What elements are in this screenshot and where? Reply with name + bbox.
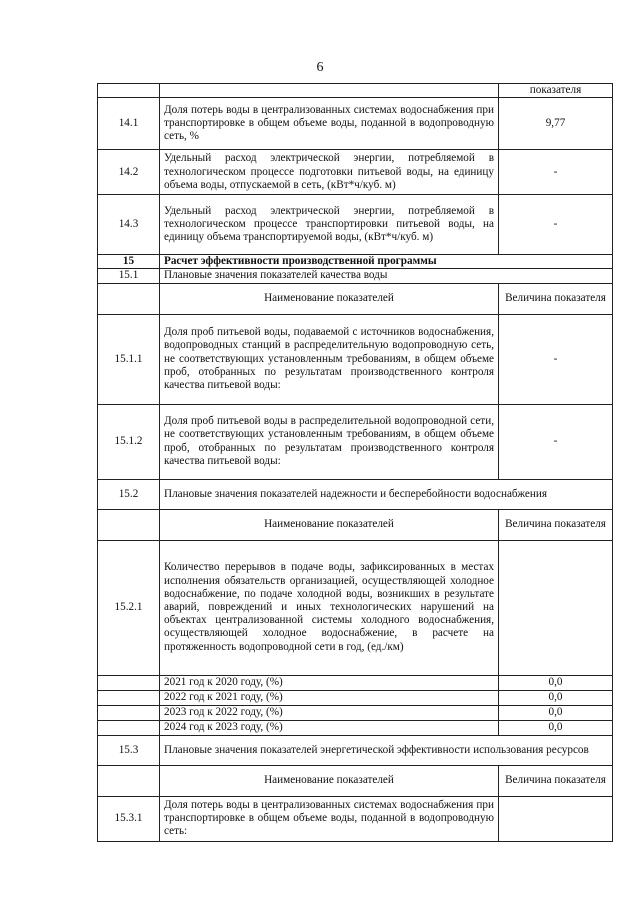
year-row xyxy=(98,705,613,720)
row-number: 15.1.1 xyxy=(98,314,160,404)
table-row xyxy=(98,540,613,675)
section-row xyxy=(98,255,613,269)
row-value: - xyxy=(499,314,613,404)
section-number: 15 xyxy=(98,255,160,269)
column-header-value: Величина показателя xyxy=(499,509,613,540)
row-text: Плановые значения показателей качества воды xyxy=(160,269,613,283)
row-value: 9,77 xyxy=(499,98,613,150)
row-number: 15.1 xyxy=(98,269,160,283)
year-label: 2022 год к 2021 году, (%) xyxy=(160,690,499,705)
table-row xyxy=(98,98,613,150)
cell-empty xyxy=(160,84,499,98)
row-number: 14.1 xyxy=(98,98,160,150)
year-row xyxy=(98,720,613,735)
row-text: Количество перерывов в подаче воды, зафиксированных в местах исполнения обязательств организацией, осуществляющей холодное водоснабжение, по подаче холодной воды, возникших в результате аварий, повреждений и иных технологических нарушений на объектах централизованной системы холодного водоснабжения, осуществляющей холодное водоснабжение, в расчете на протяженность водопроводной сети в год, (ед./км) xyxy=(160,540,499,675)
row-text: Доля проб питьевой воды, подаваемой с источников водоснабжения, водопроводных станций в распределительную водопроводную сеть, не соответствующих установленным требованиям, в общем объеме проб, отобранных по результатам производственного контроля качества питьевой воды: xyxy=(160,314,499,404)
row-value: - xyxy=(499,404,613,479)
cell-empty xyxy=(98,675,160,690)
column-header-row xyxy=(98,509,613,540)
table-row xyxy=(98,84,613,98)
row-value: - xyxy=(499,150,613,195)
cell-empty xyxy=(98,690,160,705)
table-row xyxy=(98,195,613,255)
column-header-name: Наименование показателей xyxy=(160,283,499,314)
cell-empty xyxy=(98,765,160,796)
year-value: 0,0 xyxy=(499,690,613,705)
row-number: 15.3.1 xyxy=(98,796,160,841)
row-text: Доля проб питьевой воды в распределительной водопроводной сети, не соответствующих установленным требованиям, в общем объеме проб, отобранных по результатам производственного контроля качества питьевой воды: xyxy=(160,404,499,479)
row-number: 14.3 xyxy=(98,195,160,255)
column-header-name: Наименование показателей xyxy=(160,765,499,796)
table-row xyxy=(98,150,613,195)
section-title: Расчет эффективности производственной программы xyxy=(160,255,613,269)
cell-empty xyxy=(98,509,160,540)
year-value: 0,0 xyxy=(499,705,613,720)
row-text: Доля потерь воды в централизованных системах водоснабжения при транспортировке в общем объеме воды, поданной в водопроводную сеть, % xyxy=(160,98,499,150)
subsection-row xyxy=(98,479,613,509)
efficiency-table xyxy=(97,83,613,842)
cell-empty xyxy=(98,84,160,98)
year-row xyxy=(98,675,613,690)
row-text: Удельный расход электрической энергии, потребляемой в технологическом процессе подготовки питьевой воды, на единицу объема воды, отпускаемой в сеть, (кВт*ч/куб. м) xyxy=(160,150,499,195)
column-header-value: Величина показателя xyxy=(499,283,613,314)
row-number: 15.3 xyxy=(98,735,160,765)
cell-empty xyxy=(98,720,160,735)
year-label: 2021 год к 2020 году, (%) xyxy=(160,675,499,690)
cell-empty xyxy=(98,705,160,720)
subsection-row xyxy=(98,735,613,765)
row-number: 15.2.1 xyxy=(98,540,160,675)
year-row xyxy=(98,690,613,705)
row-text: Плановые значения показателей энергетической эффективности использования ресурсов xyxy=(160,735,613,765)
page-number: 6 xyxy=(316,60,324,75)
column-header-value: Величина показателя xyxy=(499,765,613,796)
header-tail: показателя xyxy=(499,84,613,98)
cell-empty xyxy=(499,540,613,675)
year-value: 0,0 xyxy=(499,675,613,690)
row-text: Плановые значения показателей надежности и бесперебойности водоснабжения xyxy=(160,479,613,509)
table-row xyxy=(98,314,613,404)
row-number: 15.1.2 xyxy=(98,404,160,479)
table-row xyxy=(98,796,613,841)
year-value: 0,0 xyxy=(499,720,613,735)
row-number: 15.2 xyxy=(98,479,160,509)
row-number: 14.2 xyxy=(98,150,160,195)
cell-empty xyxy=(98,283,160,314)
column-header-name: Наименование показателей xyxy=(160,509,499,540)
column-header-row xyxy=(98,283,613,314)
year-label: 2024 год к 2023 году, (%) xyxy=(160,720,499,735)
row-text: Доля потерь воды в централизованных системах водоснабжения при транспортировке в общем объеме воды, поданной в водопроводную сеть: xyxy=(160,796,499,841)
row-value: - xyxy=(499,195,613,255)
row-text: Удельный расход электрической энергии, потребляемой в технологическом процессе транспортировки питьевой воды, на единицу объема транспортируемой воды, (кВт*ч/куб. м) xyxy=(160,195,499,255)
column-header-row xyxy=(98,765,613,796)
subsection-row xyxy=(98,269,613,283)
cell-empty xyxy=(499,796,613,841)
year-label: 2023 год к 2022 году, (%) xyxy=(160,705,499,720)
table-row xyxy=(98,404,613,479)
